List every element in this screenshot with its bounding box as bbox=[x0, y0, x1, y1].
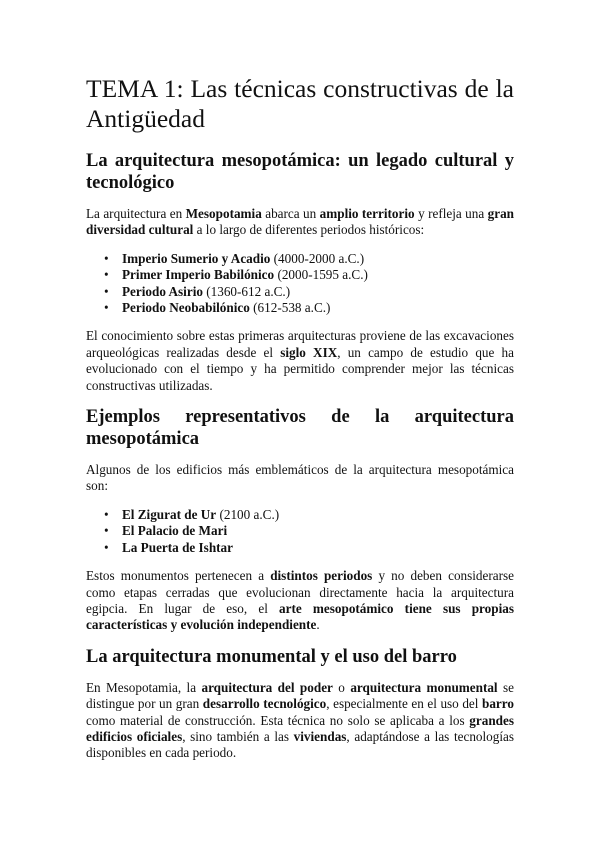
paragraph-monumental: En Mesopotamia, la arquitectura del poder o arquitectura monumental se distingue por un gran desarrollo tecnológico, especialmente en el uso del barro como material de construcción. Esta técnica no solo se aplicaba a los grandes edificios oficiales, sino también a las viviendas, adaptándose a las tecnologías disponibles en cada periodo. bbox=[86, 679, 515, 761]
list-item: • Periodo Neobabilónico (612-538 a.C.) bbox=[104, 300, 331, 316]
section-heading-examples: Ejemplos representativos de la arquitectura mesopotámica bbox=[86, 407, 514, 450]
list-item: • El Zigurat de Ur (2100 a.C.) bbox=[104, 506, 280, 522]
buildings-list bbox=[86, 507, 514, 556]
paragraph-knowledge: El conocimiento sobre estas primeras arquitecturas proviene de las excavaciones arqueológicas realizadas desde el siglo XIX, un campo de estudio que ha evolucionado con el tiempo y ha permitido comprender mejor las técnicas constructivas utilizadas. bbox=[86, 328, 514, 393]
list-item: • La Puerta de Ishtar bbox=[104, 539, 233, 555]
bullet-icon: • bbox=[104, 539, 109, 555]
bullet-icon: • bbox=[104, 523, 109, 539]
bullet-icon: • bbox=[104, 267, 109, 283]
paragraph-examples-intro: Algunos de los edificios más emblemáticos de la arquitectura mesopotámica son: bbox=[86, 462, 514, 494]
bullet-icon: • bbox=[104, 283, 109, 299]
bullet-icon: • bbox=[104, 506, 109, 522]
periods-list bbox=[86, 251, 514, 317]
page-title: TEMA 1: Las técnicas constructivas de la Antigüedad bbox=[86, 74, 514, 133]
list-item: • Periodo Asirio (1360-612 a.C.) bbox=[104, 283, 291, 299]
bullet-icon: • bbox=[104, 300, 109, 316]
section-heading-monumental-architecture: La arquitectura monumental y el uso del barro bbox=[86, 646, 457, 667]
list-item: • Imperio Sumerio y Acadio (4000-2000 a.C.) bbox=[104, 250, 365, 266]
bullet-icon: • bbox=[104, 250, 109, 266]
paragraph-intro: La arquitectura en Mesopotamia abarca un amplio territorio y refleja una gran diversidad cultural a lo largo de diferentes periodos históricos: bbox=[86, 206, 515, 238]
paragraph-monuments: Estos monumentos pertenecen a distintos periodos y no deben considerarse como etapas cerradas que evolucionan directamente hacia la arquitectura egipcia. En lugar de eso, el arte mesopotámico tiene sus propias características y evolución independiente. bbox=[86, 568, 514, 633]
list-item: • El Palacio de Mari bbox=[104, 523, 228, 539]
section-heading-mesopotamian-architecture: La arquitectura mesopotámica: un legado cultural y tecnológico bbox=[86, 151, 514, 193]
list-item: • Primer Imperio Babilónico (2000-1595 a.C.) bbox=[104, 267, 368, 283]
